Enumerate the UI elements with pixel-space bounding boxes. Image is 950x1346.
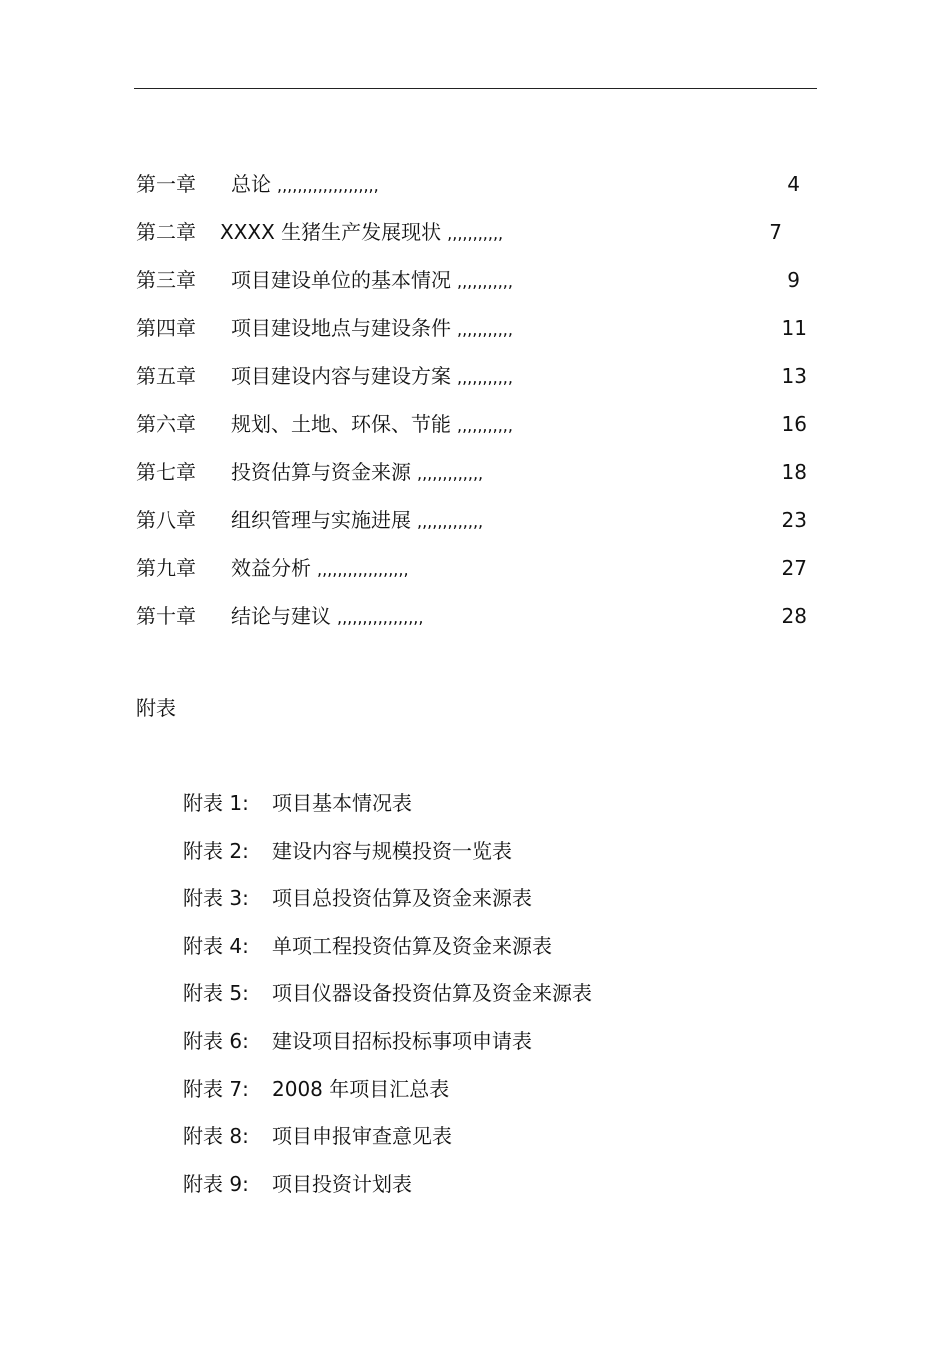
toc-chapter-title-group (231, 310, 513, 348)
toc-page-number: 23 (781, 508, 807, 532)
toc-entry[interactable] (136, 598, 816, 646)
appendix-item-number: 附表 7: (183, 1076, 249, 1101)
toc-page-number: 18 (781, 460, 807, 484)
toc-chapter-number: 第三章 (136, 268, 196, 292)
toc-page-number: 7 (769, 220, 782, 244)
toc-chapter-title: 项目建设单位的基本情况 (231, 268, 451, 292)
appendix-item-number: 附表 8: (183, 1124, 249, 1149)
toc-chapter-title-group (231, 262, 513, 300)
toc-chapter-number: 第七章 (136, 460, 196, 484)
toc-chapter-number: 第四章 (136, 316, 196, 340)
appendix-item-number: 附表 9: (183, 1171, 249, 1196)
appendix-item[interactable] (183, 1118, 783, 1166)
appendix-item-title: 项目仪器设备投资估算及资金来源表 (272, 981, 592, 1006)
toc-chapter-title: 组织管理与实施进展 (231, 508, 411, 532)
toc-chapter-number: 第二章 (136, 220, 196, 244)
toc-leader-dots: ,,,,,,,,,,, (457, 416, 513, 435)
appendix-item[interactable] (183, 928, 783, 976)
appendix-item-number: 附表 6: (183, 1028, 249, 1053)
toc-leader-dots: ,,,,,,,,,,,,, (417, 512, 484, 531)
toc-entry[interactable] (136, 550, 816, 598)
appendix-item[interactable] (183, 975, 783, 1023)
toc-page-number: 9 (787, 268, 800, 292)
appendix-item-title: 建设项目招标投标事项申请表 (272, 1028, 532, 1053)
appendix-item[interactable] (183, 785, 783, 833)
toc-leader-dots: ,,,,,,,,,,,,,,,,, (337, 608, 424, 627)
toc-chapter-number: 第五章 (136, 364, 196, 388)
toc-chapter-title: 项目建设地点与建设条件 (231, 316, 451, 340)
toc-chapter-title-group (231, 406, 513, 444)
appendix-item-title: 建设内容与规模投资一览表 (272, 838, 512, 863)
toc-chapter-title: 效益分析 (231, 556, 311, 580)
appendix-item-number: 附表 3: (183, 886, 249, 911)
appendix-item[interactable] (183, 880, 783, 928)
toc-entry[interactable] (136, 214, 816, 262)
toc-page-number: 4 (787, 172, 800, 196)
toc-chapter-title-group (231, 502, 483, 540)
toc-leader-dots: ,,,,,,,,,,,,, (417, 464, 484, 483)
appendix-item[interactable] (183, 1166, 783, 1214)
toc-chapter-number: 第六章 (136, 412, 196, 436)
appendix-item[interactable] (183, 1071, 783, 1119)
toc-entry[interactable] (136, 262, 816, 310)
toc-chapter-title: 项目建设内容与建设方案 (231, 364, 451, 388)
toc-entry[interactable] (136, 454, 816, 502)
appendix-heading: 附表 (136, 696, 176, 720)
toc-page-number: 11 (781, 316, 807, 340)
header-rule (134, 88, 817, 89)
toc-leader-dots: ,,,,,,,,,,,,,,,,,,,, (277, 176, 379, 195)
toc-chapter-number: 第十章 (136, 604, 196, 628)
toc-leader-dots: ,,,,,,,,,,, (457, 368, 513, 387)
appendix-item-title: 项目投资计划表 (272, 1171, 412, 1196)
toc-entry[interactable] (136, 358, 816, 406)
appendix-item-title: 单项工程投资估算及资金来源表 (272, 933, 552, 958)
toc-chapter-title-group (231, 598, 423, 636)
toc-entry[interactable] (136, 406, 816, 454)
toc-chapter-title: 投资估算与资金来源 (231, 460, 411, 484)
toc-page-number: 28 (781, 604, 807, 628)
appendix-item[interactable] (183, 1023, 783, 1071)
appendix-list (183, 785, 783, 1213)
appendix-item-number: 附表 4: (183, 933, 249, 958)
toc-chapter-title-group (231, 454, 483, 492)
toc-chapter-title-group (231, 358, 513, 396)
toc-chapter-title-group (231, 166, 379, 204)
toc-entry[interactable] (136, 310, 816, 358)
toc-chapter-number: 第九章 (136, 556, 196, 580)
appendix-item-title: 项目总投资估算及资金来源表 (272, 886, 532, 911)
appendix-item-number: 附表 1: (183, 791, 249, 815)
toc-chapter-number: 第一章 (136, 172, 196, 196)
toc-chapter-title: 总论 (231, 172, 271, 196)
appendix-item-title: 项目基本情况表 (272, 791, 412, 815)
toc-leader-dots: ,,,,,,,,,,,,,,,,,, (317, 560, 409, 579)
appendix-item-number: 附表 2: (183, 838, 249, 863)
toc-chapter-title-group (231, 550, 409, 588)
toc-page-number: 16 (781, 412, 807, 436)
appendix-item-number: 附表 5: (183, 981, 249, 1006)
toc-entry[interactable] (136, 166, 816, 214)
toc-page-number: 13 (781, 364, 807, 388)
toc-page-number: 27 (781, 556, 807, 580)
toc-chapter-title: 规划、土地、环保、节能 (231, 412, 451, 436)
toc-leader-dots: ,,,,,,,,,,, (447, 224, 504, 243)
toc-chapter-title: XXXX 生猪生产发展现状 (220, 220, 442, 244)
appendix-item-title: 项目申报审查意见表 (272, 1124, 452, 1149)
appendix-item-title: 2008 年项目汇总表 (272, 1076, 450, 1101)
toc-leader-dots: ,,,,,,,,,,, (457, 320, 513, 339)
toc-chapter-number: 第八章 (136, 508, 196, 532)
toc-chapter-title-group (220, 214, 503, 252)
appendix-item[interactable] (183, 833, 783, 881)
table-of-contents (136, 166, 816, 646)
toc-entry[interactable] (136, 502, 816, 550)
toc-chapter-title: 结论与建议 (231, 604, 331, 628)
toc-leader-dots: ,,,,,,,,,,, (457, 272, 513, 291)
